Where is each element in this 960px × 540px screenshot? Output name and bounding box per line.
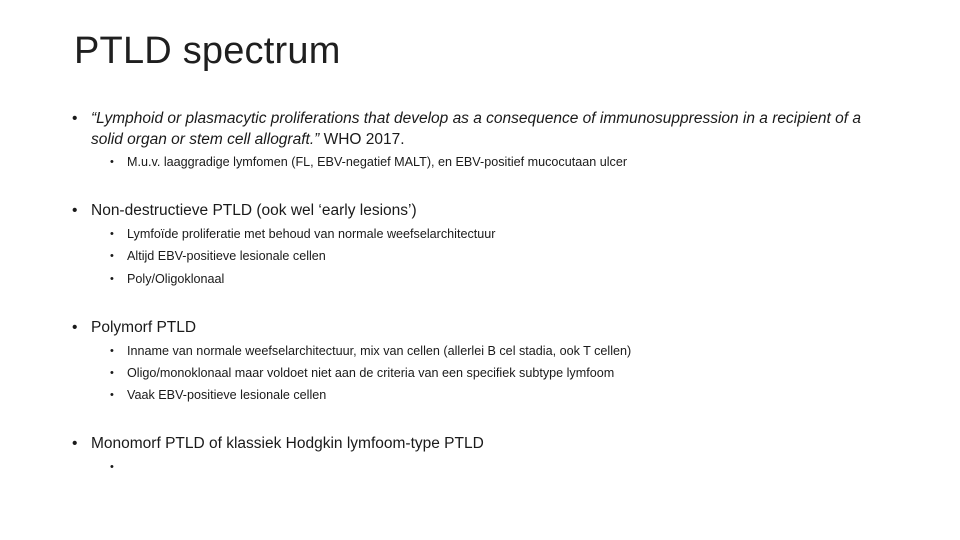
sub-bullet-text: Altijd EBV-positieve lesionale cellen: [127, 249, 326, 263]
sub-bullet-marker: •: [110, 156, 114, 168]
bullet-marker: •: [72, 319, 78, 336]
slide-title: PTLD spectrum: [74, 30, 341, 72]
sub-bullet: [110, 225, 495, 243]
sub-bullet: [110, 364, 614, 382]
sub-bullet-text: Poly/Oligoklonaal: [127, 272, 225, 286]
sub-bullet: [110, 342, 631, 360]
bullet-marker: •: [72, 202, 78, 219]
who-quote: “Lymphoid or plasmacytic proliferations that develop as a consequence of immunosuppression in a recipient of a solid organ or stem cell allograft.”: [91, 110, 861, 148]
who-source: WHO 2017.: [319, 131, 405, 148]
bullet-text: [91, 108, 872, 150]
sub-bullet-exceptions: [110, 153, 627, 171]
sub-bullet-text: Lymfoïde proliferatie met behoud van normale weefselarchitectuur: [127, 227, 496, 241]
sub-bullet-marker: •: [110, 345, 114, 357]
sub-bullet: [110, 247, 326, 265]
bullet-text: Non-destructieve PTLD (ook wel ‘early lesions’): [91, 202, 417, 219]
sub-bullet-text: Vaak EBV-positieve lesionale cellen: [127, 388, 327, 402]
bullet-marker: •: [72, 110, 78, 127]
sub-bullet-marker: •: [110, 389, 114, 401]
bullet-marker: •: [72, 435, 78, 452]
bullet-monomorf: [72, 433, 484, 454]
bullet-who-definition: [72, 108, 872, 150]
sub-bullet: [110, 270, 224, 288]
sub-bullet-marker: •: [110, 228, 114, 240]
sub-bullet-text: Oligo/monoklonaal maar voldoet niet aan de criteria van een specifiek subtype lymfoom: [127, 366, 615, 380]
bullet-polymorf: [72, 317, 196, 338]
bullet-text: Polymorf PTLD: [91, 319, 197, 336]
sub-bullet: [110, 386, 326, 404]
sub-bullet-marker: •: [110, 250, 114, 262]
sub-bullet-text: M.u.v. laaggradige lymfomen (FL, EBV-negatief MALT), en EBV-positief mucocutaan ulcer: [127, 155, 628, 169]
sub-bullet-marker: •: [110, 367, 114, 379]
sub-bullet-marker: •: [110, 273, 114, 285]
sub-bullet-text: Inname van normale weefselarchitectuur, mix van cellen (allerlei B cel stadia, ook T cellen): [127, 344, 632, 358]
bullet-non-destructive: [72, 200, 417, 221]
bullet-text: Monomorf PTLD of klassiek Hodgkin lymfoom-type PTLD: [91, 435, 484, 452]
sub-bullet-marker: •: [110, 461, 114, 473]
